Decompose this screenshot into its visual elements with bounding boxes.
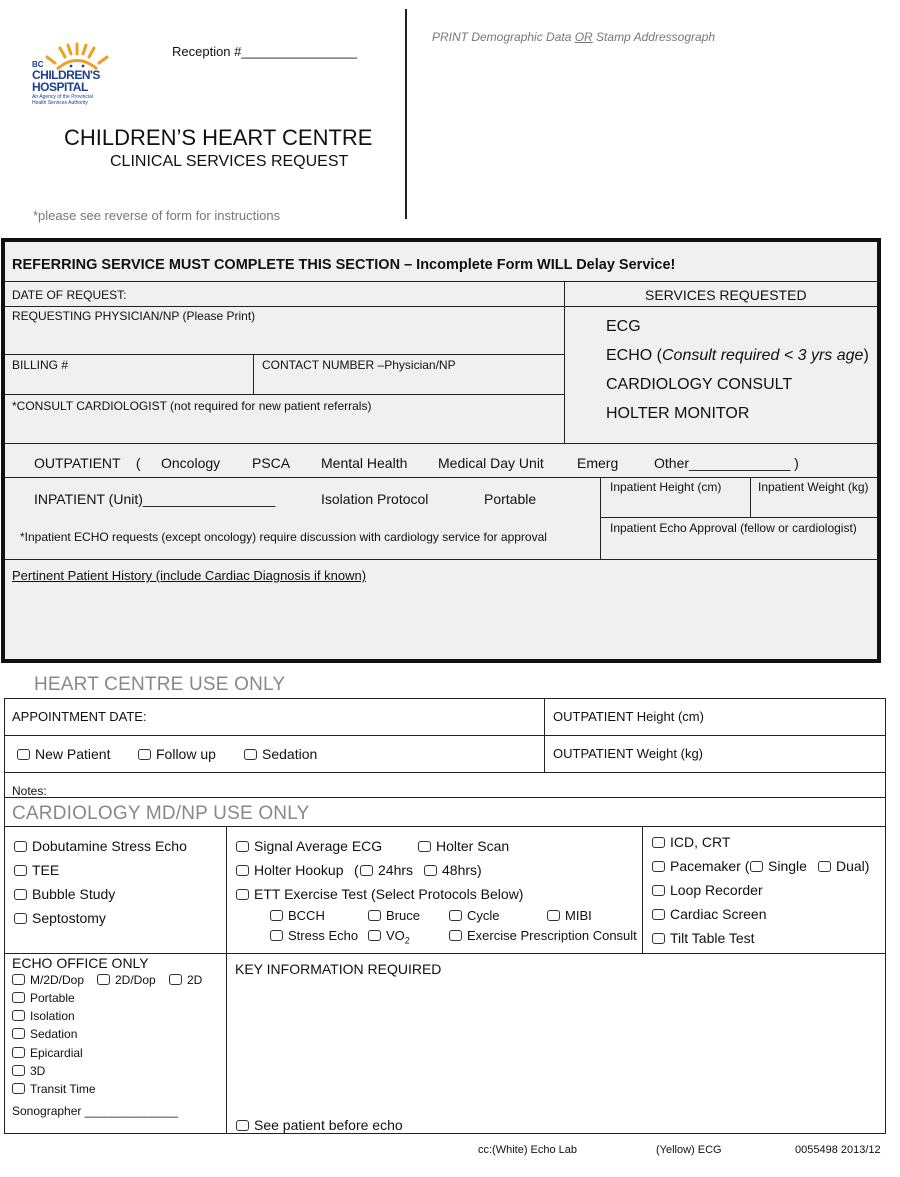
icd-crt-option[interactable]	[652, 834, 730, 850]
form-title: CHILDREN’S HEART CENTRE	[64, 125, 373, 150]
echo-italic: Consult required < 3 yrs age	[662, 347, 864, 364]
logo-text-agency: An Agency of the Provincial	[32, 94, 93, 100]
reception-number: Reception #________________	[172, 44, 358, 59]
3d-label: 3D	[30, 1064, 46, 1078]
hrs48-checkbox[interactable]	[424, 865, 437, 876]
cardiac-screen-option[interactable]	[652, 906, 767, 922]
transit-time-label: Transit Time	[30, 1082, 96, 1096]
2d-dop-checkbox[interactable]	[97, 974, 110, 985]
cardiac-screen-checkbox[interactable]	[652, 909, 665, 920]
inpatient-height-label: Inpatient Height (cm)	[610, 480, 722, 494]
septostomy-label: Septostomy	[32, 910, 106, 926]
exercise-prescription-checkbox[interactable]	[449, 930, 462, 941]
pacemaker-option[interactable]	[652, 858, 749, 874]
isolation-checkbox[interactable]	[12, 1010, 25, 1021]
vo2-checkbox[interactable]	[368, 930, 381, 941]
cardiac-screen-label: Cardiac Screen	[670, 906, 767, 922]
3d-option[interactable]	[12, 1064, 45, 1078]
portable-label: Portable	[30, 991, 75, 1005]
2d-checkbox[interactable]	[169, 974, 182, 985]
outpatient-weight-label: OUTPATIENT Weight (kg)	[553, 746, 704, 761]
vo2-option[interactable]	[368, 928, 410, 946]
bubble-study-label: Bubble Study	[32, 886, 116, 902]
appointment-date-label: APPOINTMENT DATE:	[12, 709, 147, 724]
inpatient-echo-approval-label: Inpatient Echo Approval (fellow or cardiologist)	[610, 521, 857, 535]
loop-recorder-option[interactable]	[652, 882, 763, 898]
logo-text-childrens: CHILDREN'S	[32, 68, 100, 82]
isolation-label: Isolation	[30, 1009, 75, 1023]
contact-number-field[interactable]	[258, 374, 560, 392]
hospital-logo	[30, 42, 125, 112]
sedation-label: Sedation	[262, 746, 318, 762]
tee-option[interactable]	[14, 862, 59, 878]
tilt-table-checkbox[interactable]	[652, 933, 665, 944]
tee-label: TEE	[32, 862, 60, 878]
bcch-checkbox[interactable]	[270, 910, 283, 921]
bcch-option[interactable]	[270, 908, 325, 923]
holter-hookup-label: Holter Hookup	[254, 862, 344, 878]
service-cardiology-consult[interactable]: CARDIOLOGY CONSULT	[606, 376, 793, 393]
requesting-physician-field[interactable]	[8, 326, 560, 352]
service-ecg[interactable]: ECG	[606, 318, 641, 335]
dual-checkbox[interactable]	[818, 861, 831, 872]
sedation-checkbox[interactable]	[244, 749, 257, 760]
outpatient-medical-day-unit[interactable]: Medical Day Unit	[438, 455, 544, 471]
tilt-table-option[interactable]	[652, 930, 755, 946]
inpatient-unit[interactable]: INPATIENT (Unit)_________________	[34, 491, 276, 507]
date-of-request-label: DATE OF REQUEST:	[12, 288, 127, 302]
pacemaker-checkbox[interactable]	[652, 861, 665, 872]
epicardial-label: Epicardial	[30, 1046, 83, 1060]
demographic-post: Stamp Addressograph	[592, 30, 716, 44]
billing-field[interactable]	[8, 374, 250, 392]
key-information-field[interactable]	[232, 980, 882, 1110]
referring-banner	[12, 257, 675, 273]
bcch-label: BCCH	[288, 908, 325, 923]
2d-option[interactable]	[169, 973, 202, 987]
cycle-checkbox[interactable]	[449, 910, 462, 921]
signal-average-ecg-checkbox[interactable]	[236, 841, 249, 852]
echo-pre: ECHO (	[606, 347, 662, 364]
hrs24-label: 24hrs	[378, 862, 414, 878]
outpatient-other[interactable]: Other_____________ )	[654, 455, 799, 471]
vo2-subscript: 2	[404, 935, 410, 946]
portable-option[interactable]	[12, 991, 75, 1005]
demographic-label	[432, 30, 715, 44]
cycle-option[interactable]	[449, 908, 500, 923]
patient-history-field[interactable]	[8, 586, 876, 656]
footer-cc-white: cc:(White) Echo Lab	[478, 1144, 578, 1156]
outpatient-emerg[interactable]: Emerg	[577, 455, 619, 471]
heart-centre-heading: HEART CENTRE USE ONLY	[34, 674, 286, 695]
single-checkbox[interactable]	[750, 861, 763, 872]
2d-dop-label: 2D/Dop	[115, 973, 156, 987]
single-option[interactable]	[750, 858, 807, 874]
banner-rest: – Incomplete Form WILL Delay Service!	[400, 257, 676, 273]
hrs48-label: 48hrs)	[442, 862, 482, 878]
stress-echo-checkbox[interactable]	[270, 930, 283, 941]
outpatient-label: OUTPATIENT (	[34, 455, 141, 471]
inpatient-echo-note: *Inpatient ECHO requests (except oncology) require discussion with cardiology service for approval	[20, 530, 547, 544]
echo-sedation-checkbox[interactable]	[12, 1028, 25, 1039]
consult-cardiologist-label: *CONSULT CARDIOLOGIST (not required for new patient referrals)	[12, 399, 372, 413]
holter-scan-label: Holter Scan	[436, 838, 510, 854]
see-patient-label: See patient before echo	[254, 1117, 403, 1133]
demographic-pre: PRINT Demographic Data	[432, 30, 575, 44]
outpatient-psca[interactable]: PSCA	[252, 455, 291, 471]
loop-recorder-label: Loop Recorder	[670, 882, 763, 898]
new-patient-option[interactable]	[17, 746, 110, 762]
isolation-option[interactable]	[12, 1009, 75, 1023]
logo-text-hospital: HOSPITAL	[32, 80, 88, 94]
mibi-checkbox[interactable]	[547, 910, 560, 921]
icd-crt-checkbox[interactable]	[652, 837, 665, 848]
ett-label: ETT Exercise Test (Select Protocols Below)	[254, 886, 524, 902]
transit-time-checkbox[interactable]	[12, 1083, 25, 1094]
epicardial-checkbox[interactable]	[12, 1047, 25, 1058]
holter-scan-checkbox[interactable]	[418, 841, 431, 852]
sonographer-field[interactable]: Sonographer ______________	[12, 1104, 179, 1118]
signal-average-ecg-label: Signal Average ECG	[254, 838, 383, 854]
inpatient-isolation[interactable]: Isolation Protocol	[321, 491, 429, 507]
logo-text-authority: Health Services Authority	[32, 100, 88, 106]
single-label: Single	[768, 858, 807, 874]
notes-label: Notes:	[12, 784, 47, 798]
footer-form-number: 0055498 2013/12	[795, 1144, 881, 1156]
3d-checkbox[interactable]	[12, 1065, 25, 1076]
patient-history-label: Pertinent Patient History (include Cardiac Diagnosis if known)	[12, 568, 367, 583]
see-patient-checkbox[interactable]	[236, 1120, 249, 1131]
new-patient-checkbox[interactable]	[17, 749, 30, 760]
m2d-option[interactable]	[12, 973, 84, 987]
cycle-label: Cycle	[467, 908, 500, 923]
vo2-label: VO	[386, 928, 405, 943]
inpatient-weight-label: Inpatient Weight (kg)	[758, 480, 869, 494]
pacemaker-label: Pacemaker (	[670, 858, 750, 874]
sedation-option[interactable]	[244, 746, 317, 762]
exercise-prescription-option[interactable]	[449, 928, 637, 943]
contact-number-label: CONTACT NUMBER –Physician/NP	[262, 358, 456, 372]
ett-checkbox[interactable]	[236, 889, 249, 900]
dobutamine-checkbox[interactable]	[14, 841, 27, 852]
m2d-label: M/2D/Dop	[30, 973, 85, 987]
2d-dop-option[interactable]	[97, 973, 156, 987]
holter-hookup-checkbox[interactable]	[236, 865, 249, 876]
billing-label: BILLING #	[12, 358, 69, 372]
hrs24-option[interactable]	[360, 862, 413, 878]
holter-hookup-option[interactable]	[236, 862, 344, 878]
tilt-table-label: Tilt Table Test	[670, 930, 755, 946]
key-information-label: KEY INFORMATION REQUIRED	[235, 961, 442, 977]
tee-checkbox[interactable]	[14, 865, 27, 876]
dual-option[interactable]	[818, 858, 869, 874]
echo-post: )	[863, 347, 869, 364]
outpatient-height-label: OUTPATIENT Height (cm)	[553, 709, 704, 724]
see-patient-option[interactable]	[236, 1117, 403, 1133]
holter-scan-option[interactable]	[418, 838, 509, 854]
dobutamine-option[interactable]	[14, 838, 187, 854]
follow-up-checkbox[interactable]	[138, 749, 151, 760]
outpatient-oncology[interactable]: Oncology	[161, 455, 221, 471]
septostomy-option[interactable]	[14, 910, 106, 926]
hrs48-option[interactable]	[424, 862, 482, 878]
header-divider	[405, 9, 407, 219]
bruce-checkbox[interactable]	[368, 910, 381, 921]
mibi-label: MIBI	[565, 908, 592, 923]
dobutamine-label: Dobutamine Stress Echo	[32, 838, 187, 854]
2d-label: 2D	[187, 973, 203, 987]
echo-office-heading: ECHO OFFICE ONLY	[12, 955, 149, 971]
transit-time-option[interactable]	[12, 1082, 96, 1096]
stress-echo-label: Stress Echo	[288, 928, 359, 943]
follow-up-option[interactable]	[138, 746, 216, 762]
stress-echo-option[interactable]	[270, 928, 358, 943]
inpatient-portable[interactable]: Portable	[484, 491, 537, 507]
consult-cardiologist-field[interactable]	[8, 415, 560, 441]
signal-average-ecg-option[interactable]	[236, 838, 382, 854]
mibi-option[interactable]	[547, 908, 592, 923]
instructions-note: *please see reverse of form for instructions	[33, 208, 281, 223]
bubble-study-option[interactable]	[14, 886, 115, 902]
ett-option[interactable]	[236, 886, 523, 902]
exercise-prescription-label: Exercise Prescription Consult	[467, 928, 637, 943]
form-subtitle: CLINICAL SERVICES REQUEST	[110, 153, 349, 170]
echo-sedation-option[interactable]	[12, 1027, 77, 1041]
loop-recorder-checkbox[interactable]	[652, 885, 665, 896]
dual-label: Dual)	[836, 858, 870, 874]
new-patient-label: New Patient	[35, 746, 111, 762]
footer-yellow: (Yellow) ECG	[656, 1144, 722, 1156]
services-requested-heading: SERVICES REQUESTED	[645, 287, 807, 303]
portable-checkbox[interactable]	[12, 992, 25, 1003]
echo-sedation-label: Sedation	[30, 1027, 78, 1041]
date-of-request-field[interactable]	[140, 283, 560, 305]
banner-bold: REFERRING SERVICE MUST COMPLETE THIS SECTION	[12, 257, 401, 273]
outpatient-mental-health[interactable]: Mental Health	[321, 455, 408, 471]
logo-text-bc: BC	[32, 60, 44, 69]
icd-crt-label: ICD, CRT	[670, 834, 731, 850]
requesting-physician-label: REQUESTING PHYSICIAN/NP (Please Print)	[12, 309, 256, 323]
follow-up-label: Follow up	[156, 746, 216, 762]
bubble-study-checkbox[interactable]	[14, 889, 27, 900]
service-echo[interactable]	[606, 347, 869, 365]
hrs24-checkbox[interactable]	[360, 865, 373, 876]
cardiology-heading: CARDIOLOGY MD/NP USE ONLY	[12, 803, 310, 824]
m2d-checkbox[interactable]	[12, 974, 25, 985]
epicardial-option[interactable]	[12, 1046, 83, 1060]
service-holter-monitor[interactable]: HOLTER MONITOR	[606, 405, 750, 422]
bruce-label: Bruce	[386, 908, 420, 923]
bruce-option[interactable]	[368, 908, 420, 923]
demographic-or: OR	[574, 30, 593, 44]
septostomy-checkbox[interactable]	[14, 913, 27, 924]
hookup-paren: (	[354, 862, 359, 878]
